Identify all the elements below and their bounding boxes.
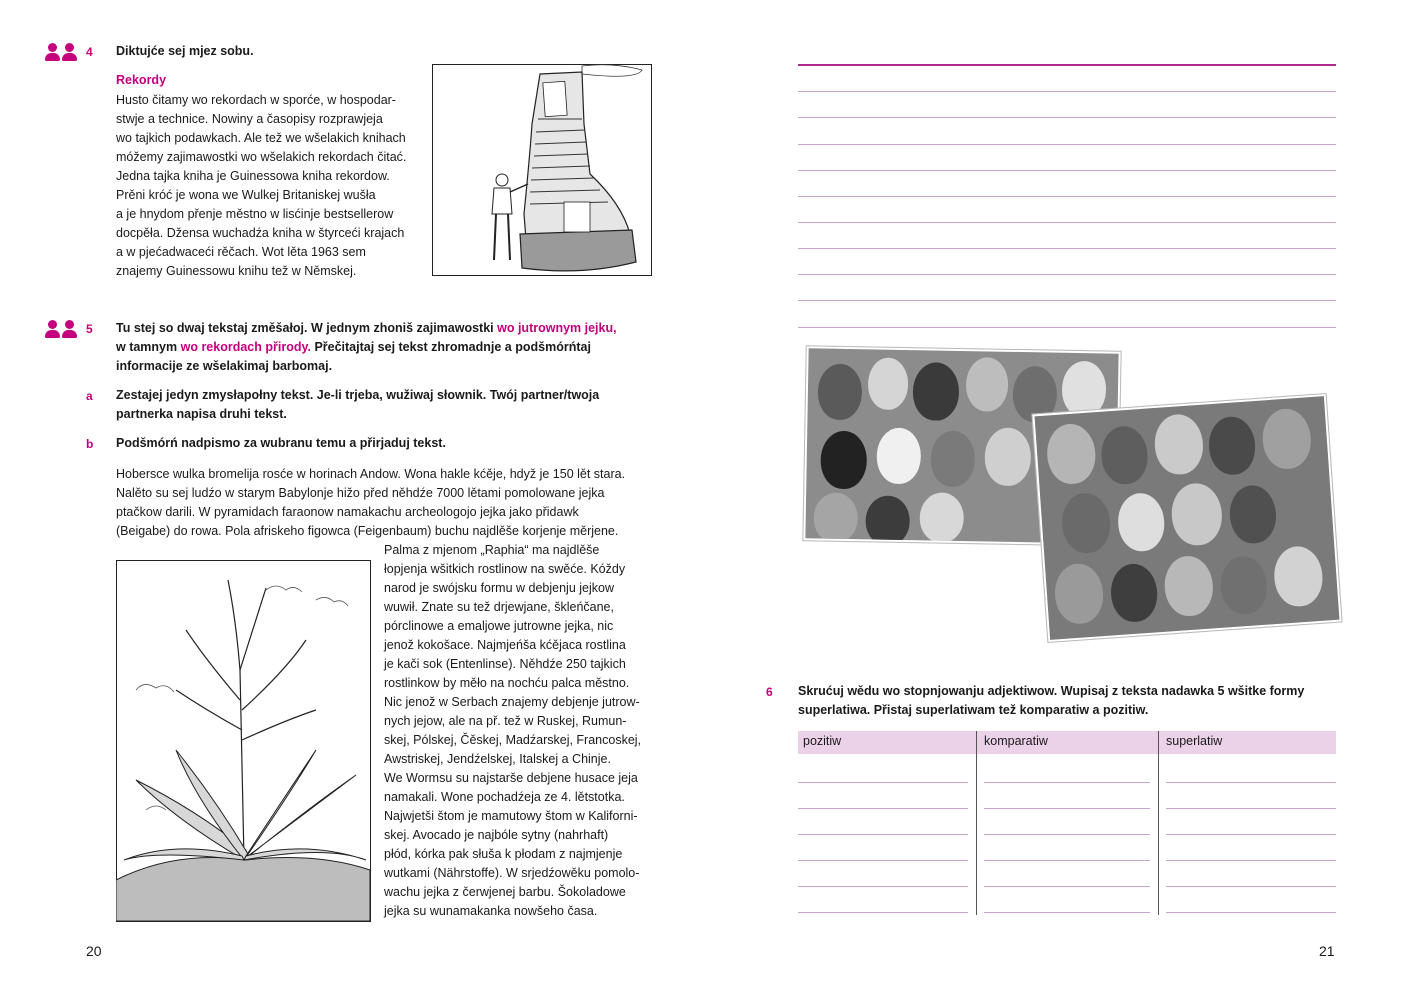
task-4-text: Husto čitamy wo rekordach w sporće, w hospodar- stwje a technice. Nowiny a časopisy rozprawjeja wo tajkich podawkach. Ale tež we wšelakich knihach móžemy zajimawostki wo wšelakich rekordach čitać. Jedna tajka kniha je Guinessowa kniha rekordow. Prěni króć je wona we Wulkej Britaniskej wušła a je hnydom přenje městno w lisćinje bestsellerow docpěła. Džensa wuchadźa kniha w štyrceći krajach a w pjećadwaceći rěčach. Wot lěta 1963 sem znajemy Guinessowu knihu tež w Němskej. bbox=[116, 93, 407, 278]
task-5-instruction: Tu stej so dwaj tekstaj změšałoj. W jednym zhoniš zajimawostki wo jutrownym jejku, w tamnym wo rekordach přirody. Přečitajtaj sej tekst zhromadnje a podšmórńtaj informacije ze wšelakimaj barbomaj. bbox=[116, 321, 617, 373]
writing-line bbox=[798, 91, 1336, 92]
column-header-pozitiw: pozitiw bbox=[803, 734, 842, 748]
task-4-number: 4 bbox=[86, 45, 93, 59]
task-6-number: 6 bbox=[766, 685, 773, 699]
task-5-number: 5 bbox=[86, 322, 93, 336]
column-header-superlatiw: superlatiw bbox=[1166, 734, 1223, 748]
task-6-instruction: Skrućuj wědu wo stopnjowanju adjektiwow. Wupisaj z teksta nadawka 5 wšitke formy superlatiwa. Přistaj superlatiwam tež komparatiw a pozitiw. bbox=[798, 684, 1305, 717]
highlight-easter-egg: wo jutrownym jejku, bbox=[497, 321, 617, 335]
task-5a-label: a bbox=[86, 389, 93, 403]
writing-line bbox=[798, 222, 1336, 223]
column-divider bbox=[976, 731, 977, 915]
page-number-right: 21 bbox=[1319, 943, 1335, 959]
highlight-nature-records: wo rekordach přirody. bbox=[180, 340, 311, 354]
writing-line bbox=[798, 170, 1336, 171]
writing-line-top bbox=[798, 64, 1336, 66]
partner-work-icon bbox=[45, 39, 79, 61]
task-5b-label: b bbox=[86, 437, 94, 451]
writing-line bbox=[798, 144, 1336, 145]
table-header-row bbox=[798, 731, 1336, 754]
column-header-komparatiw: komparatiw bbox=[984, 734, 1048, 748]
writing-line bbox=[798, 196, 1336, 197]
mixed-text-full-width: Hobersce wulka bromelija rosće w horinach Andow. Wona hakle kćěje, hdyž je 150 lět stara. Nalěto su sej ludźo w starym Babylonje hižo před něhdźe 7000 lětami pomolowane jejka ptačkow darili. W pyramidach faraonow namakachu archeologojo jejka jako přidawk (Beigabe) do rowa. Pola afriskeho figowca (Feigenbaum) buchu najdlěše korjenje měrjene. bbox=[116, 467, 626, 538]
partner-work-icon-2 bbox=[45, 316, 79, 338]
giant-boot-illustration bbox=[432, 64, 652, 276]
writing-line bbox=[798, 274, 1336, 275]
writing-line bbox=[798, 248, 1336, 249]
mixed-text-column: Palma z mjenom „Raphia“ ma najdlěše łopjenja wšitkich rostlinow na swěće. Kóždy narod je swójsku formu w debjenju jejkow wuwił. Znate su tež drjewjane, škleńčane, pórclinowe a emaljowe jutrowne jejka, nic jenož kokošace. Najmjeńša kćějaca rostlina je kači sok (Entenlinse). Něhdźe 250 tajkich rostlinkow by měło na nochću palca městno. Nic jenož w Serbach znajemy debjenje jutrow- nych jejow, ale na př. tež w Ruskej, Rumun- skej, Pólskej, Čěskej, Madźarskej, Francoskej, Awstriskej, Jendźelskej, Italskej a Chinje. We Wormsu su najstarše debjene husace jeja namakali. Wone pochadźeja ze 4. lětstotka. Najwjetši štom je mamutowy štom w Kaliforni- skej. Avocado je najbóle sytny (nahrhaft) płód, kórka pak słuša k płodam z najmjenje wutkami (Nährstoffe). W srjedźowěku pomolo- wachu jejka z čerwjenej barbu. Šokoladowe jejka su wunamakanka nowšeho časa. bbox=[384, 543, 642, 918]
bromeliad-plant-illustration bbox=[116, 560, 371, 922]
page-number-left: 20 bbox=[86, 943, 102, 959]
task-4-instruction: Diktujće sej mjez sobu. bbox=[116, 44, 254, 58]
task-5a-text: Zestajej jedyn zmysłapołny tekst. Je-li trjeba, wužiwaj słownik. Twój partner/twoja partnerka napisa druhi tekst. bbox=[116, 388, 600, 421]
writing-line bbox=[798, 327, 1336, 328]
easter-eggs-photo-2 bbox=[1032, 394, 1341, 642]
column-divider bbox=[1158, 731, 1159, 915]
task-4-subtitle: Rekordy bbox=[116, 73, 167, 87]
writing-line bbox=[798, 300, 1336, 301]
writing-line bbox=[798, 117, 1336, 118]
task-5b-text: Podšmórń nadpismo za wubranu temu a přirjaduj tekst. bbox=[116, 436, 446, 450]
